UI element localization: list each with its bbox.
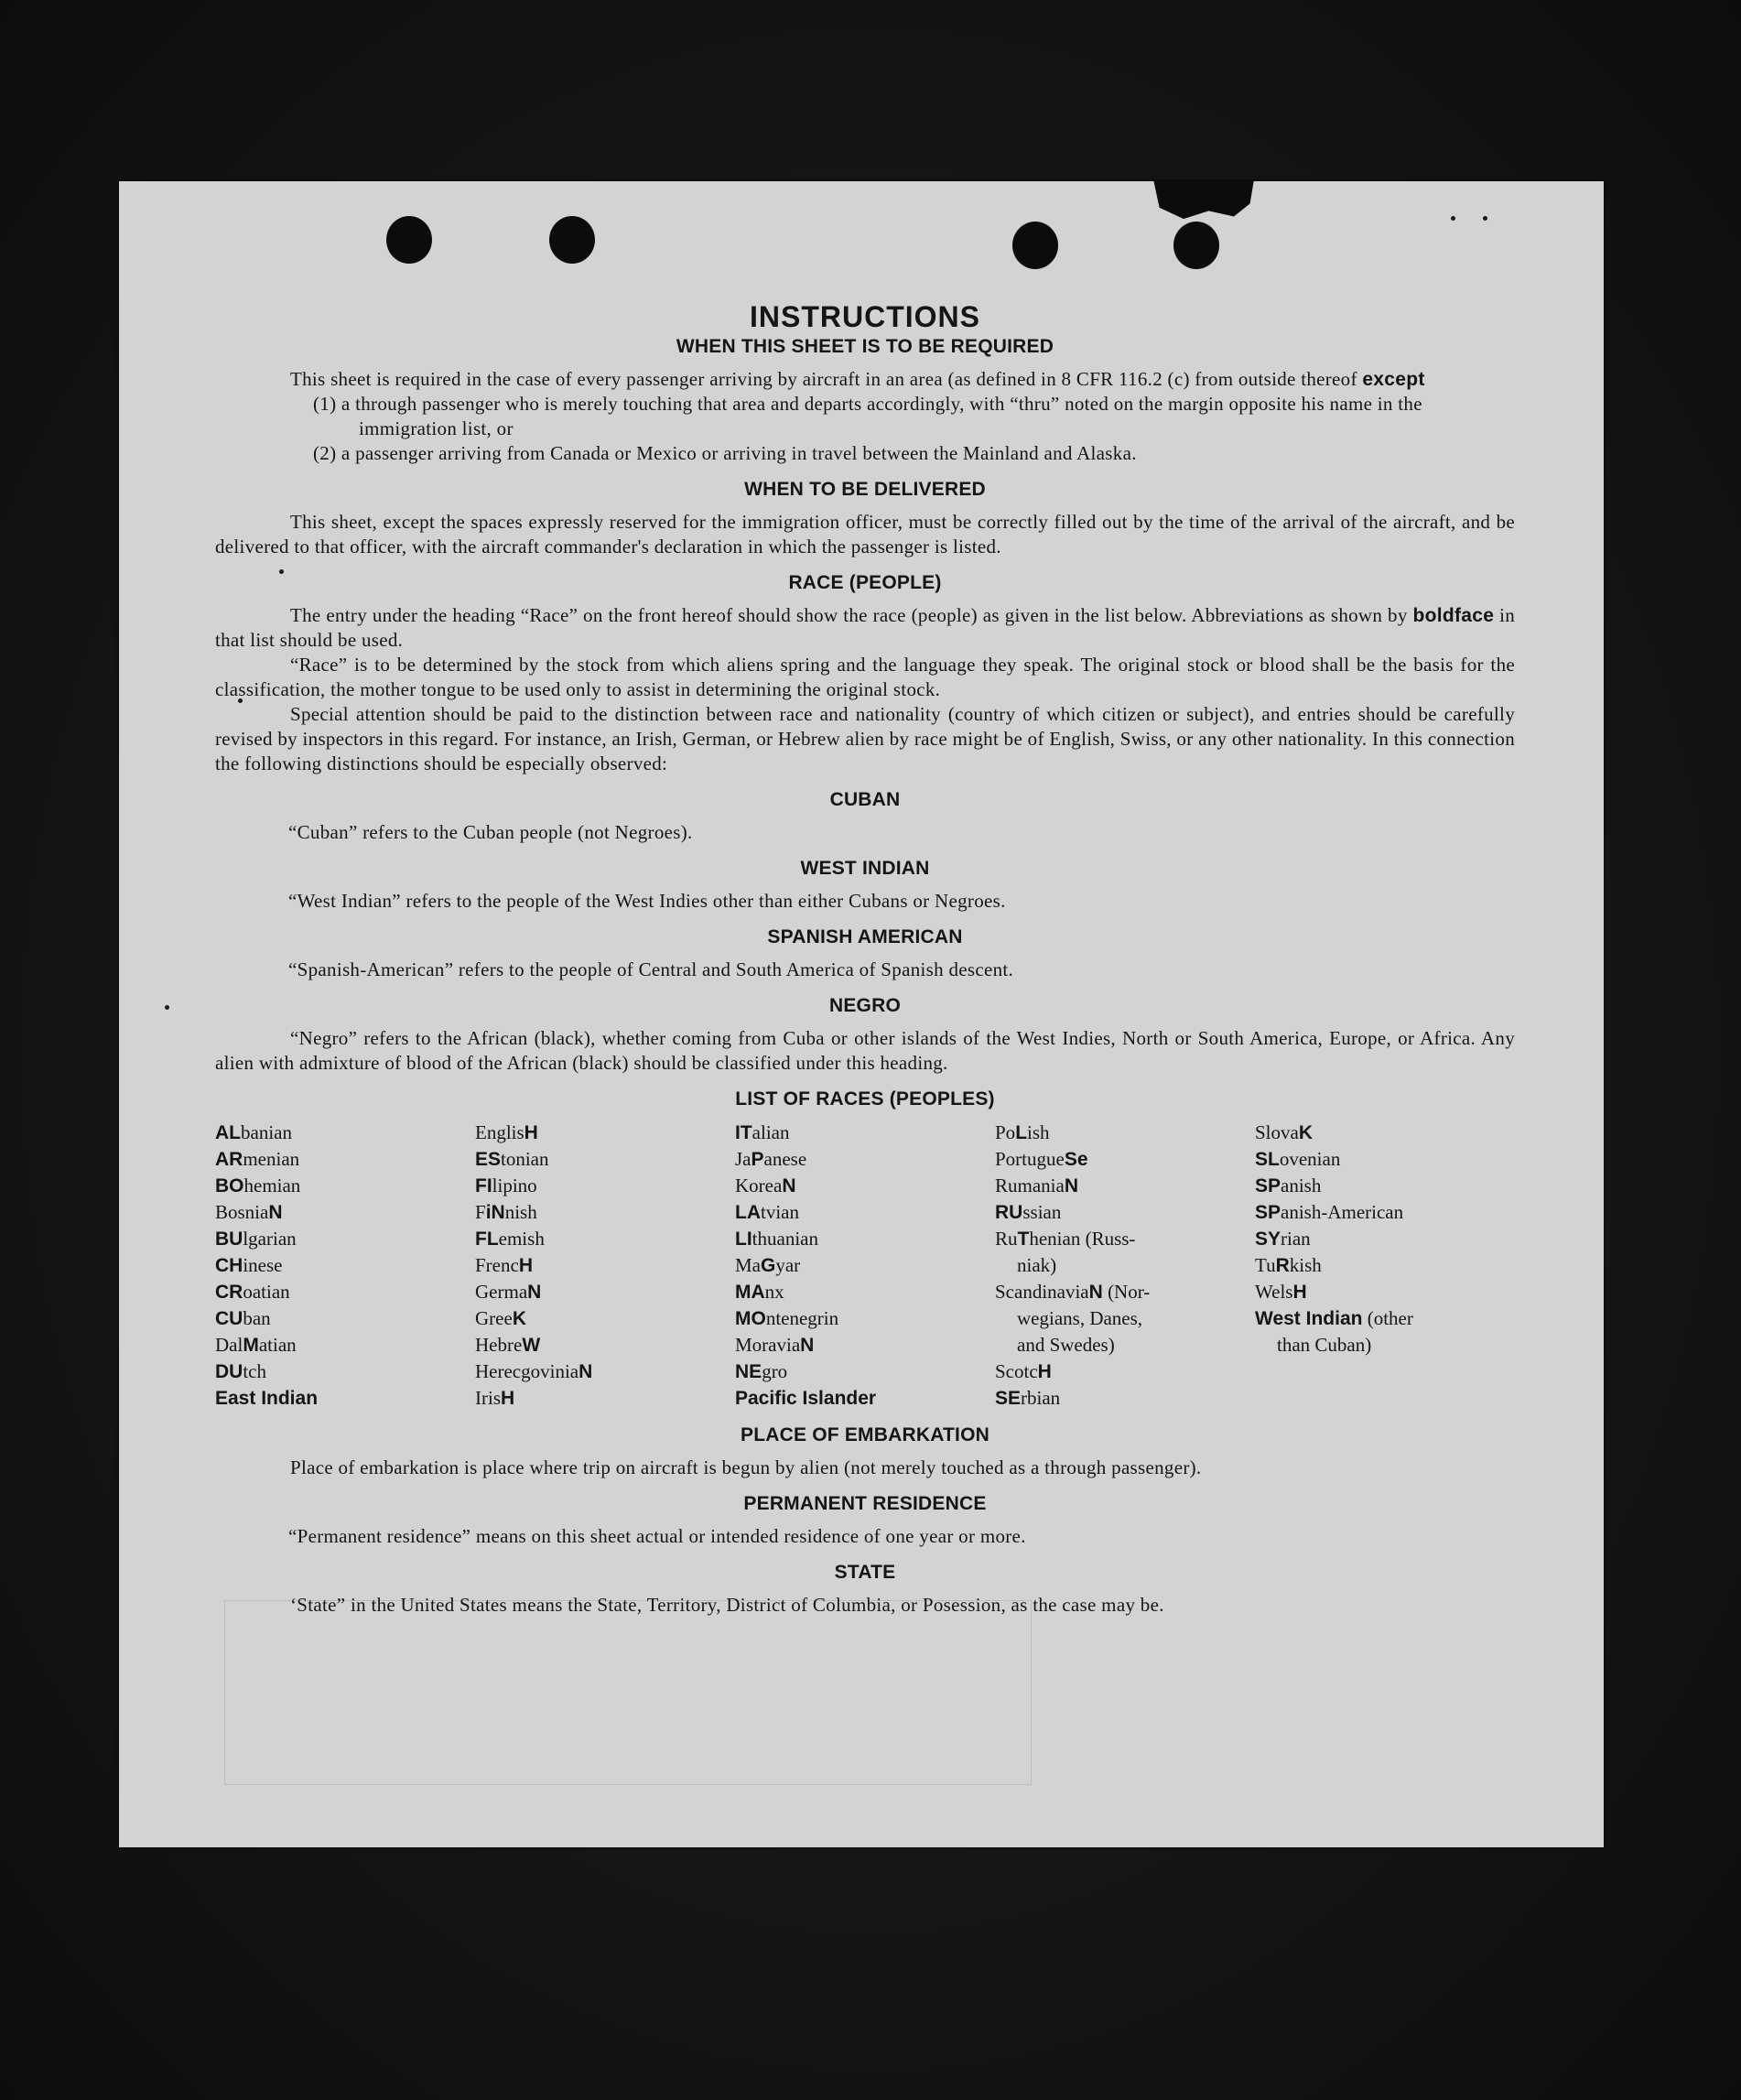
race-entry: CUban: [215, 1307, 271, 1329]
race-entry: SYrian: [1255, 1228, 1311, 1250]
race-entry: SPanish: [1255, 1174, 1322, 1196]
race-entry: SLovenian: [1255, 1148, 1341, 1170]
heading-cuban: CUBAN: [829, 789, 901, 810]
race-entry: NEgro: [735, 1360, 788, 1382]
races-column-4: [995, 1120, 1255, 1412]
race-entry: FrencH: [475, 1254, 533, 1276]
heading-state: STATE: [834, 1562, 896, 1583]
punch-hole-4: [1173, 222, 1219, 269]
heading-list-of-races: LIST OF RACES (PEOPLES): [735, 1088, 995, 1110]
heading-negro: NEGRO: [828, 995, 901, 1016]
heading-permanent-residence: PERMANENT RESIDENCE: [743, 1493, 987, 1514]
torn-corner: [1153, 179, 1254, 220]
race-entry: DUtch: [215, 1360, 266, 1382]
race-entry: ScotcH: [995, 1360, 1052, 1382]
race-entry: RuThenian (Russ-: [995, 1228, 1136, 1250]
spanish-american-text: “Spanish-American” refers to the people of Central and South America of Spanish descent.: [288, 958, 1014, 980]
instructions-content: [215, 300, 1515, 1618]
races-list: [215, 1120, 1515, 1412]
state-text: ‘State” in the United States means the State, Territory, District of Columbia, or Posession, as the case may be.: [290, 1594, 1164, 1616]
race-entry: ARmenian: [215, 1148, 300, 1170]
race-entry: HerecgoviniaN: [475, 1360, 593, 1382]
race-entry: PoLish: [995, 1121, 1050, 1143]
race-entry: SlovaK: [1255, 1121, 1314, 1143]
race-entry: SErbian: [995, 1387, 1061, 1409]
race-entry: EStonian: [475, 1148, 549, 1170]
race-paragraph-1: The entry under the heading “Race” on the front hereof should show the race (people) as given in the list below. Abbreviations as shown by boldface in that list should be used.: [215, 604, 1515, 651]
race-paragraph-2: “Race” is to be determined by the stock from which aliens spring and the language they speak. The original stock or blood shall be the basis for the classification, the mother tongue to be used only to assist in determining the original stock.: [215, 654, 1515, 700]
race-entry: ALbanian: [215, 1121, 292, 1143]
heading-embarkation: PLACE OF EMBARKATION: [741, 1424, 989, 1445]
race-entry: MaGyar: [735, 1254, 801, 1276]
heading-race: RACE (PEOPLE): [788, 572, 942, 593]
embarkation-text: Place of embarkation is place where trip on aircraft is begun by alien (not merely touched as a through passenger).: [290, 1456, 1202, 1478]
race-entry: BOhemian: [215, 1174, 301, 1196]
exception-item-1: (1) a through passenger who is merely touching that area and departs accordingly, with “thru” noted on the margin opposite his name in the immigration list, or: [313, 393, 1422, 439]
heading-spanish-american: SPANISH AMERICAN: [767, 926, 963, 947]
race-entry: ScandinaviaN (Nor-: [995, 1281, 1151, 1303]
race-entry: IrisH: [475, 1387, 515, 1409]
race-entry: West Indian (other: [1255, 1307, 1413, 1329]
races-column-2: [475, 1120, 735, 1412]
races-column-3: [735, 1120, 995, 1412]
race-entry: FIlipino: [475, 1174, 537, 1196]
permanent-residence-text: “Permanent residence” means on this sheet actual or intended residence of one year or more.: [288, 1525, 1026, 1547]
race-entry: MOntenegrin: [735, 1307, 839, 1329]
races-column-5: [1255, 1120, 1515, 1412]
race-entry: TuRkish: [1255, 1254, 1322, 1276]
race-entry: CHinese: [215, 1254, 283, 1276]
race-entry: niak): [1017, 1254, 1057, 1276]
heading-when-delivered: WHEN TO BE DELIVERED: [744, 479, 986, 500]
race-entry: FLemish: [475, 1228, 545, 1250]
race-paragraph-3: Special attention should be paid to the distinction between race and nationality (country of which citizen or subject), and entries should be carefully revised by inspectors in this regard. For instance, an Irish, German, or Hebrew alien by race might be of English, Swiss, or any other nationality. In this connection the following distinctions should be especially observed:: [215, 703, 1515, 774]
race-entry: wegians, Danes,: [1017, 1307, 1143, 1329]
cuban-text: “Cuban” refers to the Cuban people (not Negroes).: [288, 821, 693, 843]
race-entry: BUlgarian: [215, 1228, 297, 1250]
race-entry: East Indian: [215, 1388, 319, 1409]
exception-item-2: (2) a passenger arriving from Canada or Mexico or arriving in travel between the Mainland and Alaska.: [313, 442, 1137, 464]
race-entry: RUssian: [995, 1201, 1062, 1223]
race-entry: ITalian: [735, 1121, 790, 1143]
bleed-through-box: [224, 1600, 1032, 1785]
race-entry: KoreaN: [735, 1174, 796, 1196]
race-entry: Pacific Islander: [735, 1388, 877, 1409]
race-entry: HebreW: [475, 1334, 541, 1356]
races-column-1: [215, 1120, 475, 1412]
race-entry: CRoatian: [215, 1281, 290, 1303]
race-entry: BosniaN: [215, 1201, 283, 1223]
race-entry: WelsH: [1255, 1281, 1307, 1303]
instruction-sheet: [119, 181, 1604, 1847]
race-entry: than Cuban): [1277, 1334, 1372, 1356]
race-entry: MAnx: [735, 1281, 784, 1303]
heading-when-required: WHEN THIS SHEET IS TO BE REQUIRED: [676, 336, 1054, 357]
heading-west-indian: WEST INDIAN: [800, 858, 930, 879]
ink-spot: [1451, 216, 1455, 221]
punch-hole-1: [386, 216, 432, 264]
race-entry: PortugueSe: [995, 1148, 1088, 1170]
when-delivered-text: This sheet, except the spaces expressly reserved for the immigration officer, must be correctly filled out by the time of the arrival of the aircraft, and be delivered to that officer, with the aircraft commander's declaration in which the passenger is listed.: [215, 511, 1515, 557]
race-entry: LIthuanian: [735, 1228, 818, 1250]
race-entry: DalMatian: [215, 1334, 297, 1356]
ink-spot: [165, 1005, 169, 1010]
west-indian-text: “West Indian” refers to the people of the West Indies other than either Cubans or Negroes.: [288, 890, 1006, 912]
punch-hole-2: [549, 216, 595, 264]
race-entry: EnglisH: [475, 1121, 538, 1143]
race-entry: GermaN: [475, 1281, 542, 1303]
race-entry: JaPanese: [735, 1148, 807, 1170]
race-entry: FiNnish: [475, 1201, 537, 1223]
race-entry: RumaniaN: [995, 1174, 1078, 1196]
punch-hole-3: [1012, 222, 1058, 269]
race-entry: LAtvian: [735, 1201, 799, 1223]
ink-spot: [1483, 216, 1487, 221]
race-entry: and Swedes): [1017, 1334, 1115, 1356]
race-entry: GreeK: [475, 1307, 526, 1329]
race-entry: SPanish-American: [1255, 1201, 1404, 1223]
race-entry: MoraviaN: [735, 1334, 815, 1356]
page-title: INSTRUCTIONS: [750, 300, 980, 333]
negro-text: “Negro” refers to the African (black), whether coming from Cuba or other islands of the West Indies, North or South America, Europe, or Africa. Any alien with admixture of blood of the African (black) should be classified under this heading.: [215, 1027, 1515, 1074]
when-required-text: This sheet is required in the case of every passenger arriving by aircraft in an area (as defined in 8 CFR 116.2 (c) from outside thereof except: [290, 368, 1425, 390]
